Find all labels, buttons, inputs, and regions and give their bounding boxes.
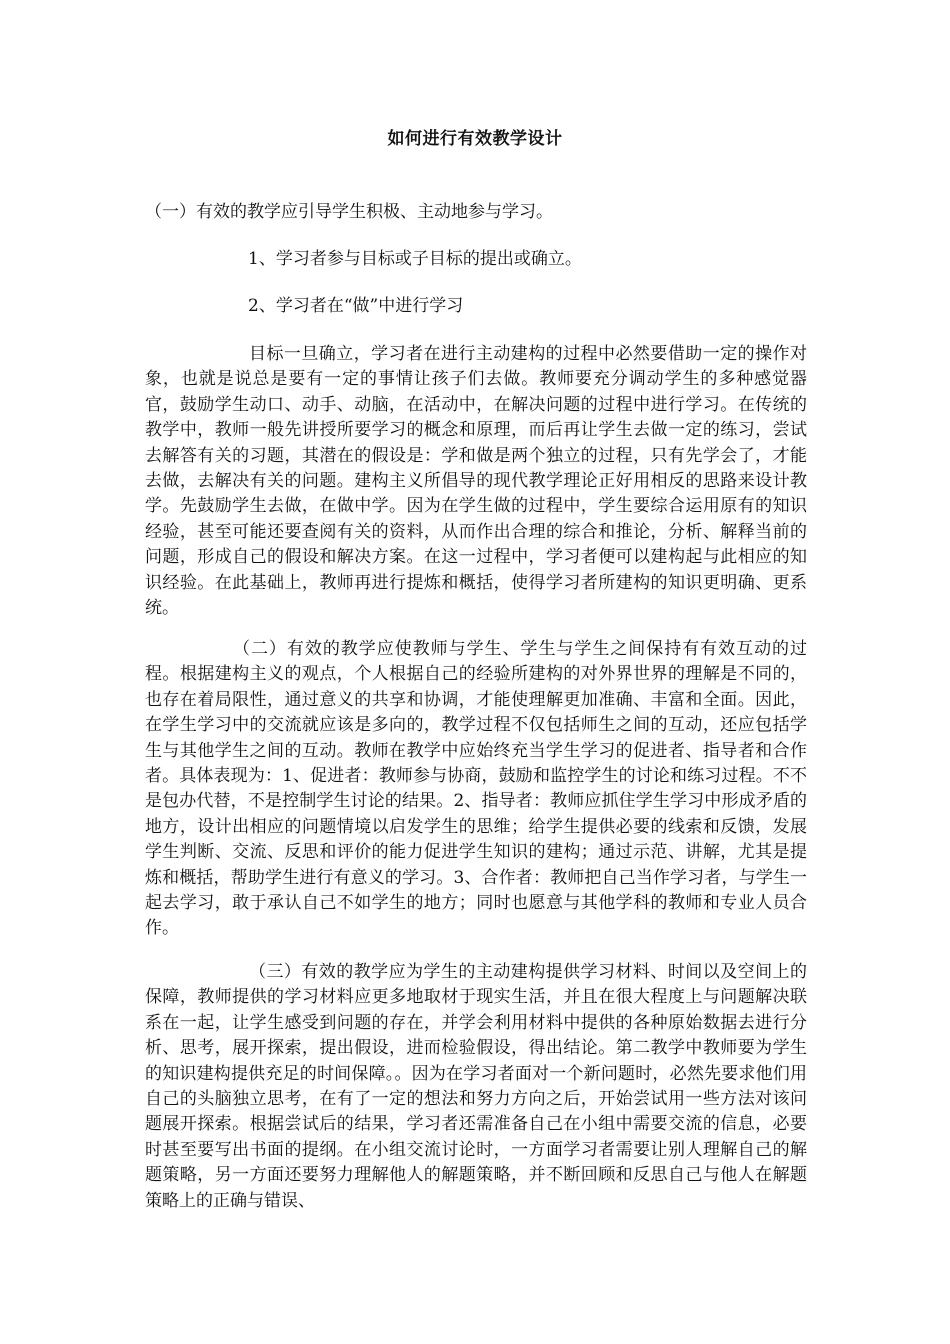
paragraph-1: 目标一旦确立，学习者在进行主动建构的过程中必然要借助一定的操作对象，也就是说总是要有一定的事情让孩子们去做。教师要充分调动学生的多种感觉器官，鼓励学生动口、动手、动脑，在活动中，在解决问题的过程中进行学习。在传统的教学中，教师一般先讲授所要学习的概念和原理，而后再让学生去做一定的练习，尝试去解答有关的习题，其潜在的假设是：学和做是两个独立的过程，只有先学会了，才能去做，去解决有关的问题。建构主义所倡导的现代教学理论正好用相反的思路来设计教学。先鼓励学生去做，在做中学。因为在学生做的过程中，学生要综合运用原有的知识经验，甚至可能还要查阅有关的资料，从而作出合理的综合和推论，分析、解释当前的问题，形成自己的假设和解决方案。在这一过程中，学习者便可以建构起与此相应的知识经验。在此基础上，教师再进行提炼和概括，使得学习者所建构的知识更明确、更系统。 [145, 344, 807, 619]
paragraph-2: （二）有效的教学应使教师与学生、学生与学生之间保持有有效互动的过程。根据建构主义的观点，个人根据自己的经验所建构的对外界世界的理解是不同的，也存在着局限性，通过意义的共享和协调，才能使理解更加准确、丰富和全面。因此，在学生学习中的交流就应该是多向的，教学过程不仅包括师生之间的互动，还应包括学生与其他学生之间的互动。教师在教学中应始终充当学生学习的促进者、指导者和合作者。具体表现为：1、促进者：教师参与协商，鼓励和监控学生的讨论和练习过程。不不是包办代替，不是控制学生讨论的结果。2、指导者：教师应抓住学生学习中形成矛盾的地方，设计出相应的问题情境以启发学生的思维；给学生提供必要的线索和反馈，发展学生判断、交流、反思和评价的能力促进学生知识的建构；通过示范、讲解，尤其是提炼和概括，帮助学生进行有意义的学习。3、合作者：教师把自己当作学习者，与学生一起去学习，敢于承认自己不如学生的地方；同时也愿意与其他学科的教师和专业人员合作。 [145, 639, 807, 939]
paragraph-3: （三）有效的教学应为学生的主动建构提供学习材料、时间以及空间上的保障，教师提供的学习材料应更多地取材于现实生活，并且在很大程度上与问题解决联系在一起，让学生感受到问题的存在，并学会利用材料中提供的各种原始数据去进行分析、思考，展开探索，提出假设，进而检验假设，得出结论。第二教学中教师要为学生的知识建构提供充足的时间保障。。因为在学习者面对一个新问题时，必然先要求他们用自己的头脑独立思考，在有了一定的想法和努力方向之后，开始尝试用一些方法对该问题展开探索。根据尝试后的结果，学习者还需准备自己在小组中需要交流的信息，必要时甚至要写出书面的提纲。在小组交流讨论时，一方面学习者需要让别人理解自己的解题策略，另一方面还要努力理解他人的解题策略，并不断回顾和反思自己与他人在解题策略上的正确与错误、 [145, 962, 807, 1211]
section-heading-1: （一）有效的教学应引导学生积极、主动地参与学习。 [145, 202, 553, 222]
list-item-2: 2、学习者在“做”中进行学习 [248, 296, 464, 316]
document-title: 如何进行有效教学设计 [387, 129, 563, 149]
list-item-1: 1、学习者参与目标或子目标的提出或确立。 [248, 249, 582, 269]
